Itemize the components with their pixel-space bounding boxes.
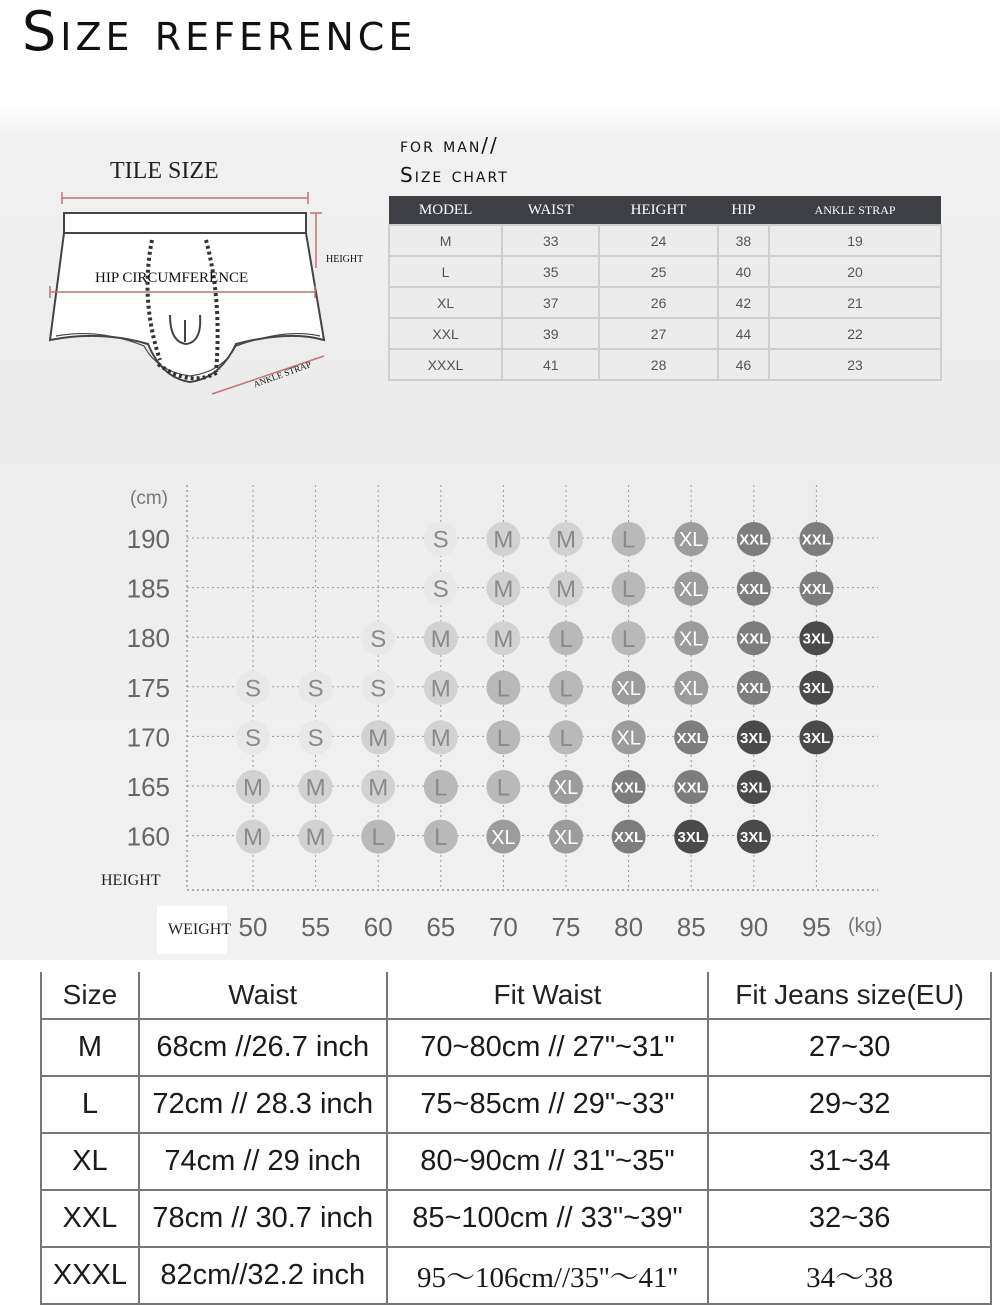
size-label: XXL [614, 779, 644, 797]
size-label: XL [678, 529, 704, 552]
table-cell: XXL [41, 1190, 139, 1247]
size-label: M [243, 774, 263, 802]
table-cell: 20 [769, 256, 941, 287]
table-cell: 72cm // 28.3 inch [139, 1076, 387, 1133]
y-tick-label: 175 [126, 672, 170, 703]
table-cell: 23 [769, 349, 941, 380]
spec-header-row [389, 196, 941, 225]
size-label: M [493, 625, 514, 653]
size-diagram [40, 150, 380, 410]
size-label: XL [678, 678, 704, 700]
y-tick-label: 160 [126, 821, 170, 852]
for-man-line: for man// [400, 133, 499, 157]
size-label: XXL [739, 581, 769, 598]
table-cell: L [389, 256, 502, 287]
size-label: 3XL [802, 680, 831, 698]
header-model: MODEL [389, 196, 502, 225]
table-cell: M [41, 1019, 139, 1076]
table-cell: 40 [718, 256, 769, 287]
fit-row [41, 1076, 991, 1133]
size-label: S [432, 526, 449, 554]
size-label: L [371, 824, 385, 852]
table-cell: 29~32 [708, 1076, 991, 1133]
size-label: XXL [739, 531, 769, 549]
size-label: M [430, 675, 451, 703]
fit-row [41, 1133, 991, 1190]
table-cell: 35 [502, 256, 599, 287]
table-cell: 33 [502, 225, 599, 256]
table-cell: 19 [769, 225, 941, 256]
size-label: M [493, 526, 514, 554]
size-label: L [496, 774, 511, 802]
size-label: M [430, 725, 451, 753]
size-label: S [244, 725, 262, 753]
x-tick-label: 90 [739, 912, 769, 942]
size-label: 3XL [740, 729, 768, 747]
spec-row [389, 349, 941, 380]
y-tick-label: 170 [126, 722, 170, 753]
header-fit-waist: Fit Waist [387, 972, 709, 1019]
size-label: XXL [676, 779, 706, 797]
spec-row [389, 318, 941, 349]
spec-body [389, 225, 941, 380]
table-cell: 34～38 [708, 1247, 991, 1304]
ankle-strap-label: ANKLE STRAP [252, 359, 313, 390]
table-cell: 25 [599, 256, 717, 287]
weight-axis-label: WEIGHT [168, 921, 232, 938]
table-cell: 70~80cm // 27"~31" [387, 1019, 709, 1076]
x-tick-label: 50 [238, 912, 268, 942]
x-tick-label: 80 [614, 912, 644, 942]
table-cell: XXL [389, 318, 502, 349]
size-label: M [493, 576, 514, 604]
size-label: M [556, 576, 576, 604]
page-title: Size reference [22, 0, 417, 63]
size-label: 3XL [802, 630, 831, 648]
table-cell: 44 [718, 318, 769, 349]
size-label: L [559, 675, 573, 703]
size-label: XL [678, 628, 704, 651]
size-chart-line: Size chart [400, 163, 509, 187]
size-label: XL [616, 727, 641, 750]
size-label: XXL [739, 680, 769, 698]
header-height: HEIGHT [599, 196, 717, 225]
header-waist: Waist [139, 972, 387, 1019]
size-label: XXL [676, 729, 706, 747]
size-label: 3XL [802, 729, 831, 747]
table-cell: 38 [718, 225, 769, 256]
size-label: M [430, 625, 451, 653]
table-cell: 41 [502, 349, 599, 380]
size-label: XXL [739, 630, 769, 648]
size-label: M [305, 774, 326, 802]
table-cell: 85~100cm // 33"~39" [387, 1190, 709, 1247]
table-cell: 21 [769, 287, 941, 318]
table-cell: 32~36 [708, 1190, 991, 1247]
table-cell: 42 [718, 287, 769, 318]
size-label: L [559, 725, 573, 753]
size-label: S [307, 725, 324, 753]
size-label: L [559, 625, 573, 653]
fit-row [41, 1190, 991, 1247]
x-tick-label: 60 [363, 912, 393, 942]
size-label: XL [553, 777, 579, 800]
size-label: L [621, 576, 636, 604]
table-cell: M [389, 225, 502, 256]
size-label: 3XL [740, 829, 768, 846]
fit-row [41, 1247, 991, 1304]
size-label: L [496, 725, 511, 753]
table-cell: 26 [599, 287, 717, 318]
table-cell: L [41, 1076, 139, 1133]
x-tick-label: 75 [551, 912, 581, 942]
table-cell: 68cm //26.7 inch [139, 1019, 387, 1076]
x-unit-label: (kg) [848, 915, 883, 937]
table-cell: XXXL [389, 349, 502, 380]
header-ankle-strap: ANKLE STRAP [769, 196, 941, 225]
table-cell: XL [389, 287, 502, 318]
size-label: M [368, 725, 389, 753]
y-tick-label: 165 [126, 772, 170, 802]
size-label: XXL [614, 829, 644, 846]
fit-body [41, 1019, 991, 1304]
size-label: XL [553, 826, 579, 849]
size-label: M [305, 824, 326, 852]
size-label: L [496, 675, 511, 703]
table-cell: 78cm // 30.7 inch [139, 1190, 387, 1247]
header-fit-jeans: Fit Jeans size(EU) [708, 972, 991, 1019]
x-tick-label: 85 [676, 912, 706, 942]
size-label: S [432, 576, 449, 604]
height-label: HEIGHT [326, 254, 364, 265]
y-tick-label: 185 [126, 573, 170, 604]
table-cell: 74cm // 29 inch [139, 1133, 387, 1190]
size-label: L [434, 774, 448, 802]
size-label: S [244, 675, 262, 703]
table-cell: 46 [718, 349, 769, 380]
y-tick-label: 180 [126, 623, 170, 654]
size-label: XL [491, 826, 516, 849]
fit-table [40, 972, 992, 1305]
table-cell: 31~34 [708, 1133, 991, 1190]
spec-row [389, 287, 941, 318]
x-tick-label: 65 [426, 912, 456, 942]
table-cell: XL [41, 1133, 139, 1190]
spec-row [389, 256, 941, 287]
table-cell: 95～106cm//35''～41'' [387, 1247, 709, 1304]
table-cell: 28 [599, 349, 717, 380]
spec-row [389, 225, 941, 256]
size-label: L [621, 526, 636, 554]
table-cell: 22 [769, 318, 941, 349]
x-tick-label: 95 [801, 912, 831, 942]
size-label: 3XL [677, 829, 705, 846]
tile-size-label: TILE SIZE [110, 158, 219, 184]
fit-header-row [41, 972, 991, 1019]
size-label: M [243, 824, 263, 852]
table-cell: 82cm//32.2 inch [139, 1247, 387, 1304]
header-hip: HIP [718, 196, 769, 225]
y-tick-label: 190 [126, 524, 170, 554]
table-cell: XXXL [41, 1247, 139, 1304]
size-label: L [434, 824, 448, 852]
fit-row [41, 1019, 991, 1076]
table-cell: 75~85cm // 29"~33" [387, 1076, 709, 1133]
x-tick-label: 55 [301, 912, 331, 942]
x-tick-label: 70 [488, 912, 518, 942]
hip-circumference-label: HIP CIRCUMFERENCE [95, 270, 249, 286]
table-cell: 39 [502, 318, 599, 349]
table-cell: 37 [502, 287, 599, 318]
size-label: XL [616, 678, 641, 700]
for-man-heading [400, 130, 509, 190]
size-label: M [556, 526, 576, 554]
size-label: XXL [801, 581, 831, 598]
table-cell: 27 [599, 318, 717, 349]
table-cell: 27~30 [708, 1019, 991, 1076]
size-label: S [370, 625, 387, 653]
size-label: 3XL [740, 779, 768, 797]
table-cell: 24 [599, 225, 717, 256]
size-label: S [370, 675, 387, 703]
size-label: XXL [801, 531, 831, 549]
spec-table [388, 196, 942, 381]
size-label: M [368, 774, 389, 802]
table-cell: 80~90cm // 31"~35" [387, 1133, 709, 1190]
y-unit-label: (cm) [130, 488, 168, 509]
size-label: L [621, 625, 636, 653]
size-label: S [307, 675, 324, 703]
header-size: Size [41, 972, 139, 1019]
header-waist: WAIST [502, 196, 599, 225]
size-label: XL [678, 578, 704, 601]
height-axis-label: HEIGHT [101, 872, 161, 889]
